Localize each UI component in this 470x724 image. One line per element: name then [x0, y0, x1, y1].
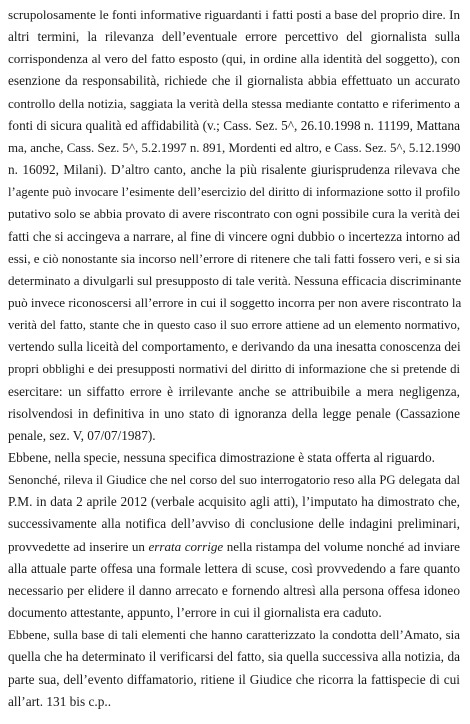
text-line: fatti che si accingeva a narrare, al fine di vincere ogni dubbio o incertezza intorno ad — [8, 228, 460, 244]
text-line: alla attuale parte offesa una formale lettera di scuse, così provvedendo a fare quanto — [8, 560, 460, 576]
text-line: quella che ha determinato il verificarsi del fatto, sia quella successiva alla notizia, da — [8, 649, 460, 665]
text-line: corrispondenza al vero del fatto esposto (qui, in ordine alla identità del soggetto), con — [8, 51, 460, 67]
text-line: propri obblighi e dei presupposti normativi del diritto di informazione che si pretende di — [8, 362, 460, 377]
text-segment: nella ristampa del volume nonché ad inviare — [223, 538, 460, 554]
text-line: controllo della notizia, saggiata la verità della stessa mediante contatto e riferimento a — [8, 95, 460, 111]
text-line: determinato a divulgarli sul presupposto di tale verità. Nessuna efficacia discriminante — [8, 272, 462, 288]
text-line: all’art. 131 bis c.p.. — [8, 693, 112, 709]
text-line: Ebbene, sulla base di tali elementi che hanno caratterizzato la condotta dell’Amato, sia — [8, 628, 460, 643]
text-line: documento attestante, appunto, l’errore in cui il giornalista era caduto. — [8, 605, 382, 621]
text-segment: provvedette ad inserire un — [8, 538, 149, 554]
text-line: vertendo sulla liceità del comportamento, e derivando da una inesatta conoscenza dei — [8, 339, 461, 355]
text-line: P.M. in data 2 aprile 2012 (verbale acquisito agli atti), l’imputato ha dimostrato che, — [8, 494, 460, 510]
text-line: scrupolosamente le fonti informative riguardanti i fatti posti a base del proprio dire. In — [8, 7, 460, 22]
text-line: può invece riconoscersi all’errore in cui il soggetto incorra per non avere riscontrato la — [8, 294, 462, 310]
text-line: essi, e ciò nonostante sia incorso nell’errore di ritenere che tali fatti fossero veri, e si sia — [8, 251, 460, 266]
text-line: parte sua, dell’evento diffamatorio, ritiene il Giudice che ricorra la fattispecie di cui — [8, 671, 460, 687]
text-line: n. 16092, Milani). D’altro canto, anche la più risalente giurisprudenza rilevava che — [8, 162, 460, 178]
text-line: fonti di sicura qualità ed affidabilità (v.; Cass. Sez. 5^, 26.10.1998 n. 11199, Mattana — [8, 117, 460, 133]
text-line: Ebbene, nella specie, nessuna specifica dimostrazione è stata offerta al riguardo. — [8, 450, 435, 465]
text-line: putativo solo se abbia provato di avere riscontrato con ogni possibile cura la verità dei — [8, 206, 460, 222]
text-line: necessario per elidere il danno arrecato e fornendo altresì alla persona offesa idoneo — [8, 582, 460, 598]
italic-term: errata corrige — [148, 538, 224, 554]
text-line: Senonché, rileva il Giudice che nel corso del suo interrogatorio reso alla PG delegata dal — [8, 473, 460, 488]
text-line: esenzione da responsabilità, richiede che il giornalista abbia effettuato un accurato — [8, 73, 460, 89]
text-line: successivamente alla notifica dell’avviso di conclusione delle indagini preliminari, — [8, 516, 460, 532]
text-line: risolvendosi in definitiva in uno stato di ignoranza della legge penale (Cassazione — [8, 405, 460, 421]
text-line: l’agente può invocare l’esimente dell’esercizio del diritto di informazione sotto il profilo — [8, 185, 460, 200]
text-line: esercitare: un siffatto errore è irrilevante anche se attribuibile a mera negligenza, — [8, 383, 460, 399]
text-line — [8, 539, 460, 555]
text-line: altri termini, la rilevanza dell’eventuale errore percettivo del giornalista sulla — [8, 29, 460, 45]
text-line: ma, anche, Cass. Sez. 5^, 5.2.1997 n. 891, Mordenti ed altro, e Cass. Sez. 5^, 5.12.1990 — [8, 140, 461, 155]
text-line: verità del fatto, stante che in questo caso il suo errore attiene ad un elemento normativo, — [8, 318, 460, 333]
text-line: penale, sez. V, 07/07/1987). — [8, 427, 156, 443]
